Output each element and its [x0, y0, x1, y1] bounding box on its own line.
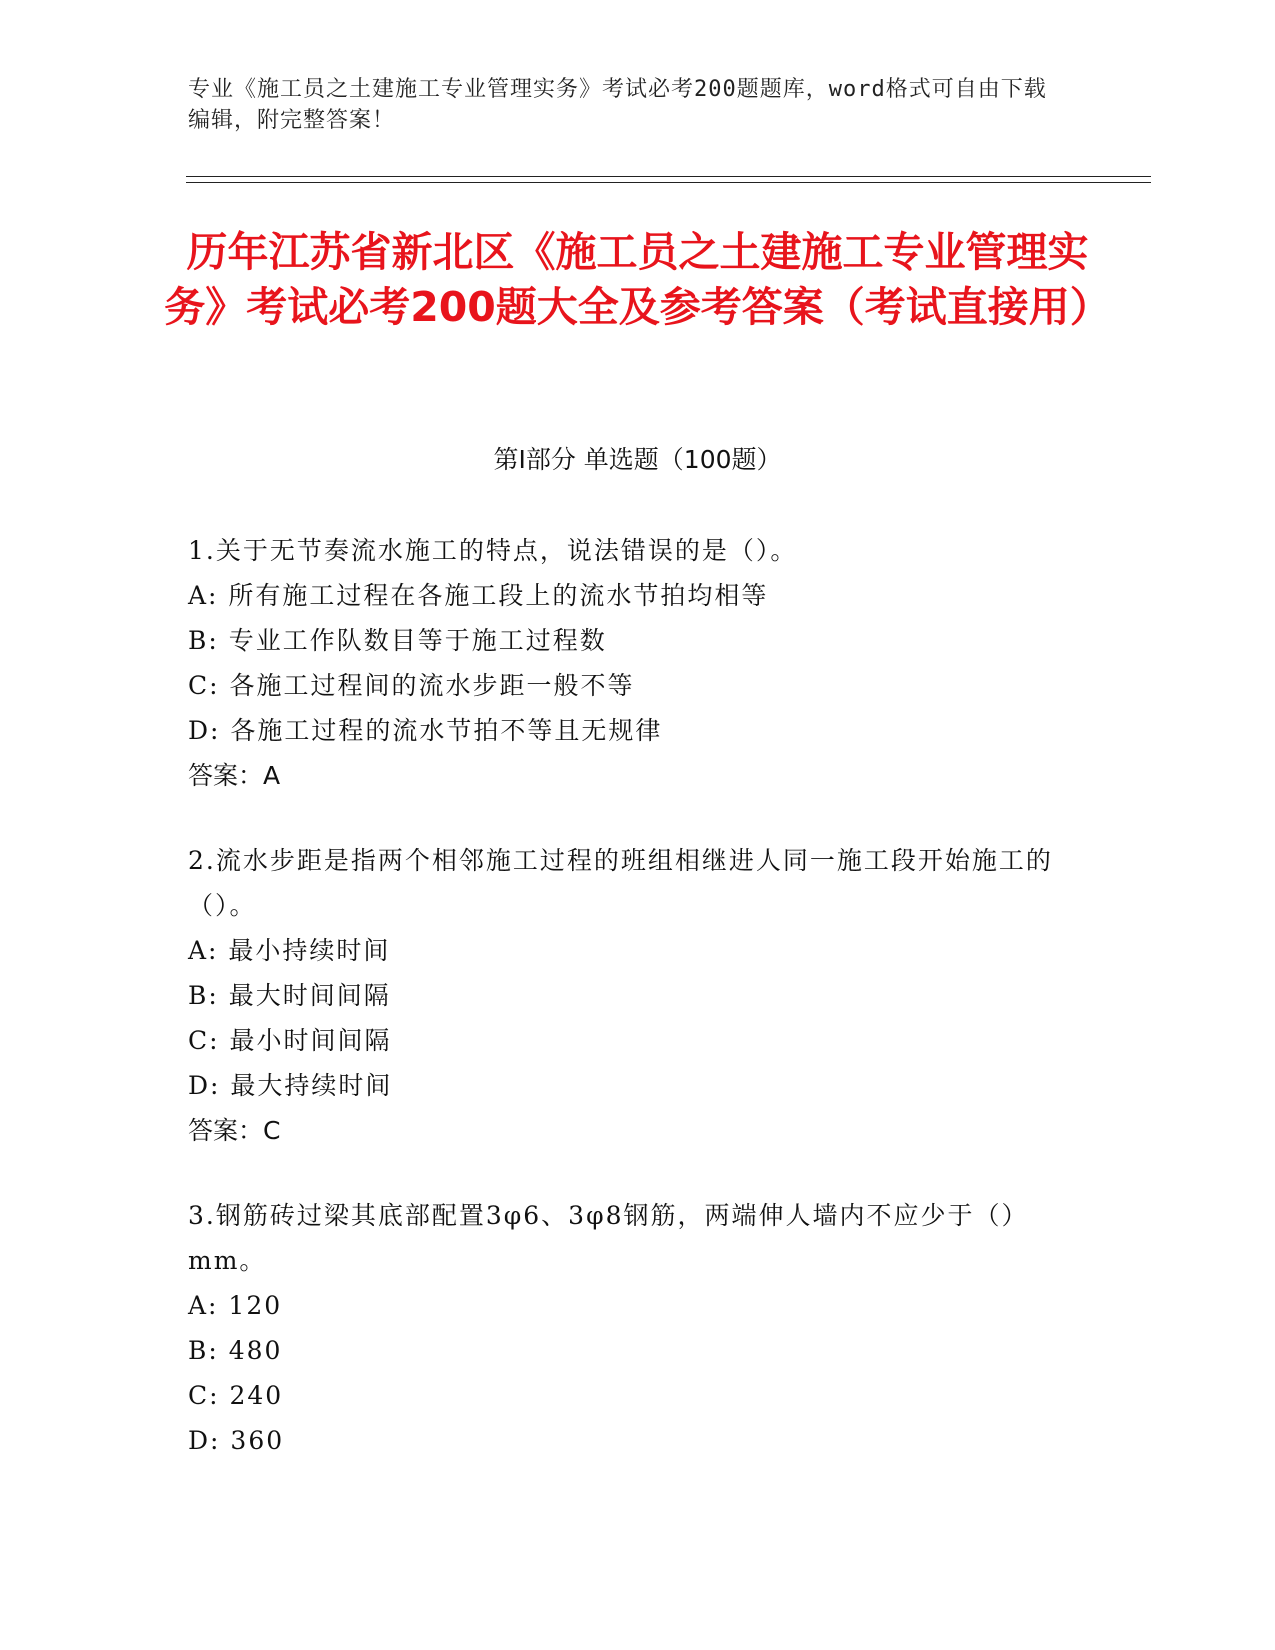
question-2: [188, 838, 1068, 1153]
option-b: B: 480: [188, 1336, 283, 1365]
option-a: A: 所有施工过程在各施工段上的流水节拍均相等: [188, 581, 769, 610]
option-b: B: 最大时间间隔: [188, 981, 391, 1010]
header-rule-bottom: [186, 182, 1151, 183]
option-d: D: 360: [188, 1426, 285, 1455]
header-rule-top: [186, 176, 1151, 177]
option-c: C: 最小时间间隔: [188, 1026, 392, 1055]
section-heading: 第I部分 单选题（100题）: [493, 445, 782, 474]
option-c: C: 240: [188, 1381, 284, 1410]
question-text: 3.钢筋砖过梁其底部配置3φ6、3φ8钢筋，两端伸人墙内不应少于（）mm。: [188, 1201, 1029, 1275]
option-a: A: 120: [188, 1291, 283, 1320]
option-b: B: 专业工作队数目等于施工过程数: [188, 626, 607, 655]
question-list: [188, 528, 1068, 1503]
answer-line: 答案：A: [188, 761, 281, 790]
option-d: D: 最大持续时间: [188, 1071, 393, 1100]
question-1: [188, 528, 1068, 798]
question-text: 2.流水步距是指两个相邻施工过程的班组相继进人同一施工段开始施工的（）。: [188, 846, 1053, 920]
answer-line: 答案：C: [188, 1116, 281, 1145]
option-c: C: 各施工过程间的流水步距一般不等: [188, 671, 635, 700]
option-a: A: 最小持续时间: [188, 936, 391, 965]
document-title: 历年江苏省新北区《施工员之土建施工专业管理实务》考试必考200题大全及参考答案（考试直接用）: [164, 228, 1111, 331]
option-d: D: 各施工过程的流水节拍不等且无规律: [188, 716, 663, 745]
question-3: [188, 1193, 1068, 1463]
question-text: 1.关于无节奏流水施工的特点，说法错误的是（）。: [188, 536, 798, 565]
header-note: 专业《施工员之土建施工专业管理实务》考试必考200题题库，word格式可自由下载编辑，附完整答案！: [188, 77, 1047, 133]
